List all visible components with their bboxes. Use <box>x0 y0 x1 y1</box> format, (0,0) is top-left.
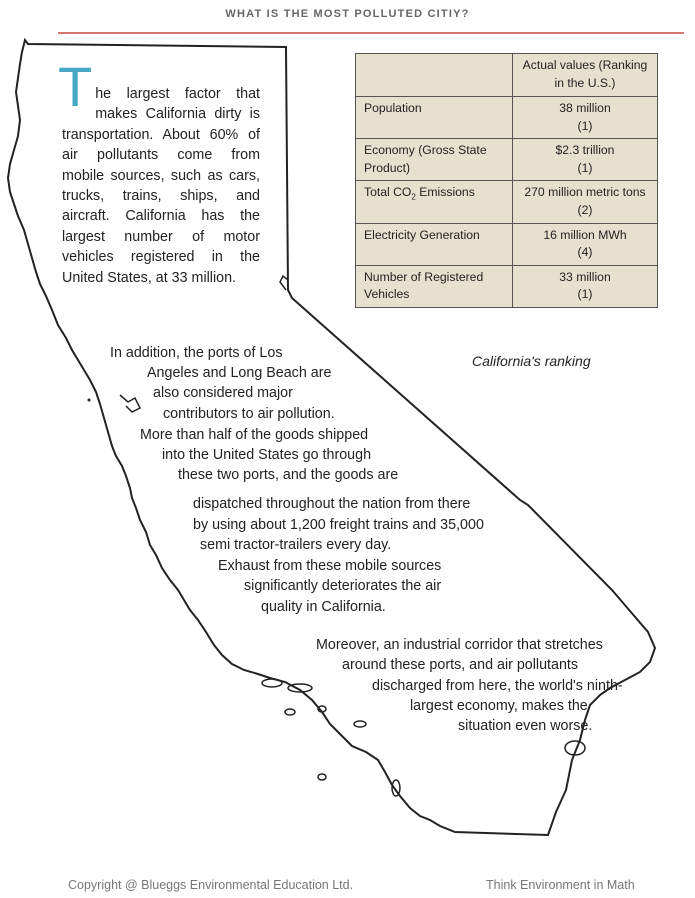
footer-tagline: Think Environment in Math <box>486 878 635 892</box>
ports-line: Exhaust from these mobile sources <box>218 558 442 574</box>
ports-line: More than half of the goods shipped <box>140 427 369 443</box>
ports-line: quality in California. <box>261 599 386 615</box>
table-row <box>356 223 658 265</box>
row-label: Economy (Gross State Product) <box>356 139 513 181</box>
page-header-title: WHAT IS THE MOST POLLUTED CITIY? <box>225 8 470 20</box>
ports-line: significantly deteriorates the air <box>244 578 442 594</box>
ports-line: these two ports, and the goods are <box>178 467 399 483</box>
ports-line: dispatched throughout the nation from there <box>193 496 471 512</box>
corridor-line: Moreover, an industrial corridor that stretches <box>316 637 603 653</box>
drop-cap-letter: T <box>58 55 93 118</box>
row-label: Total $CO_2$ Emissions <box>356 181 513 223</box>
row-value: $2.3 trillion (1) <box>513 139 658 181</box>
intro-paragraph <box>58 55 260 288</box>
california-ranking-table <box>355 53 658 308</box>
ports-line: semi tractor-trailers every day. <box>200 537 392 553</box>
table-row <box>356 97 658 139</box>
row-label: Electricity Generation <box>356 223 513 265</box>
ports-line: Angeles and Long Beach are <box>147 365 332 381</box>
row-value: 33 million (1) <box>513 265 658 307</box>
row-value: 270 million metric tons (2) <box>513 181 658 223</box>
corridor-line: largest economy, makes the <box>410 698 588 714</box>
ports-line: also considered major <box>153 385 293 401</box>
ports-line: contributors to air pollution. <box>163 406 335 422</box>
table-header-values: Actual values (Ranking in the U.S.) <box>513 54 658 97</box>
ports-line: In addition, the ports of Los <box>110 345 283 361</box>
row-label: Population <box>356 97 513 139</box>
table-header-row <box>356 54 658 97</box>
table-row <box>356 265 658 307</box>
row-label: Number of Registered Vehicles <box>356 265 513 307</box>
table-caption: California's ranking <box>472 353 591 369</box>
intro-text: he largest factor that makes California dirty is transportation. About 60% of air pollutants come from mobile sources, such as cars, trucks, trains, ships, and aircraft. California has the largest number of motor vehicles registered in the United States, at 33 million. <box>62 86 260 286</box>
row-value: 16 million MWh (4) <box>513 223 658 265</box>
table-header-empty <box>356 54 513 97</box>
corridor-line: discharged from here, the world's ninth- <box>372 678 623 694</box>
table-row <box>356 181 658 223</box>
corridor-line: situation even worse. <box>458 718 593 734</box>
ports-line: by using about 1,200 freight trains and 35,000 <box>193 517 484 533</box>
footer-copyright: Copyright @ Blueggs Environmental Education Ltd. <box>68 878 354 892</box>
row-value: 38 million (1) <box>513 97 658 139</box>
table-row <box>356 139 658 181</box>
ports-line: into the United States go through <box>162 447 372 463</box>
corridor-line: around these ports, and air pollutants <box>342 657 579 673</box>
